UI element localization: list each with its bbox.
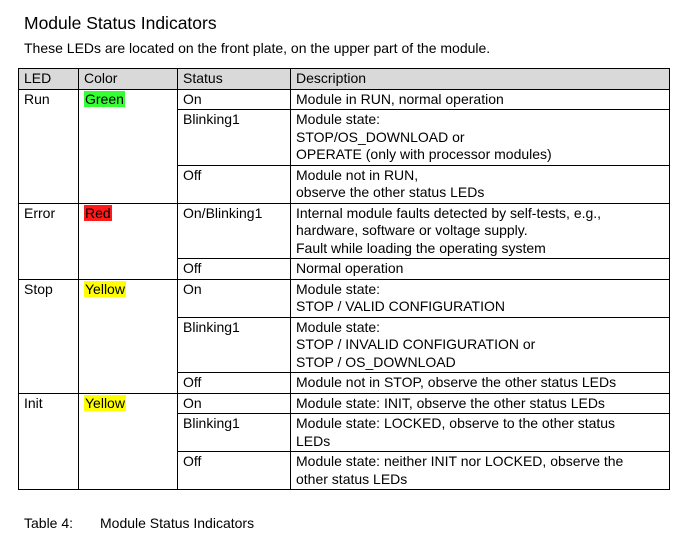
caption-text: Module Status Indicators: [100, 515, 255, 531]
table-row: [19, 279, 670, 317]
status-cell: On/Blinking1: [178, 203, 291, 259]
status-cell: On: [178, 279, 291, 317]
led-color-cell: [79, 89, 178, 203]
status-cell: Blinking1: [178, 414, 291, 452]
description-cell: [291, 165, 670, 203]
led-name-cell: Init: [19, 393, 79, 490]
description-cell: [291, 414, 670, 452]
table-body: [19, 89, 670, 490]
description-line: other status LEDs: [296, 470, 408, 487]
led-name-cell: Run: [19, 89, 79, 203]
status-cell: Off: [178, 165, 291, 203]
led-name-cell: Stop: [19, 279, 79, 393]
description-line: Normal operation: [296, 260, 404, 276]
section-title: Module Status Indicators: [24, 13, 217, 33]
status-cell: Off: [178, 373, 291, 394]
description-line: Module not in RUN,: [296, 166, 419, 183]
led-color-cell: [79, 203, 178, 279]
description-line: Module state: LOCKED, observe to the other status: [296, 415, 616, 431]
description-line: hardware, software or voltage supply.: [296, 222, 528, 238]
description-line: Module state:: [296, 318, 381, 335]
color-highlight: Yellow: [85, 394, 125, 411]
description-line: Module in RUN, normal operation: [296, 90, 504, 107]
description-line: STOP / INVALID CONFIGURATION or: [296, 336, 536, 352]
status-cell: Off: [178, 452, 291, 490]
table-row: [19, 203, 670, 259]
description-line: Fault while loading the operating system: [296, 239, 546, 256]
description-cell: [291, 373, 670, 394]
description-line: LEDs: [296, 432, 331, 449]
section-subtitle: These LEDs are located on the front plate, on the upper part of the module.: [24, 40, 491, 56]
description-line: observe the other status LEDs: [296, 184, 485, 200]
description-cell: [291, 279, 670, 317]
led-color-cell: [79, 393, 178, 490]
header-led: LED: [19, 69, 79, 90]
led-name-cell: Error: [19, 203, 79, 279]
caption-number: Table 4:: [24, 515, 74, 531]
color-highlight: Red: [85, 204, 111, 221]
description-cell: [291, 203, 670, 259]
table-caption: [24, 515, 254, 531]
header-description: Description: [291, 69, 670, 90]
description-cell: [291, 259, 670, 280]
description-line: STOP/OS_DOWNLOAD or: [296, 128, 465, 145]
description-line: Module state:: [296, 111, 381, 127]
description-line: Internal module faults detected by self-tests, e.g.,: [296, 204, 602, 221]
description-cell: [291, 317, 670, 373]
status-cell: On: [178, 89, 291, 110]
description-line: Module state:: [296, 280, 381, 297]
description-cell: [291, 393, 670, 414]
color-highlight: Yellow: [85, 280, 125, 297]
description-line: STOP / OS_DOWNLOAD: [296, 353, 456, 370]
description-cell: [291, 452, 670, 490]
module-status-table: [18, 68, 670, 490]
description-line: Module not in STOP, observe the other status LEDs: [296, 374, 617, 390]
led-color-cell: [79, 279, 178, 393]
header-status: Status: [178, 69, 291, 90]
table-row: [19, 393, 670, 414]
table-row: [19, 89, 670, 110]
status-cell: Blinking1: [178, 317, 291, 373]
description-line: Module state: INIT, observe the other status LEDs: [296, 394, 605, 411]
header-color: Color: [79, 69, 178, 90]
color-highlight: Green: [85, 90, 124, 107]
description-cell: [291, 89, 670, 110]
status-cell: On: [178, 393, 291, 414]
description-line: OPERATE (only with processor modules): [296, 146, 552, 162]
description-cell: [291, 110, 670, 166]
table-header-row: [19, 69, 670, 90]
description-line: STOP / VALID CONFIGURATION: [296, 298, 505, 314]
status-cell: Blinking1: [178, 110, 291, 166]
description-line: Module state: neither INIT nor LOCKED, observe the: [296, 453, 624, 469]
status-cell: Off: [178, 259, 291, 280]
